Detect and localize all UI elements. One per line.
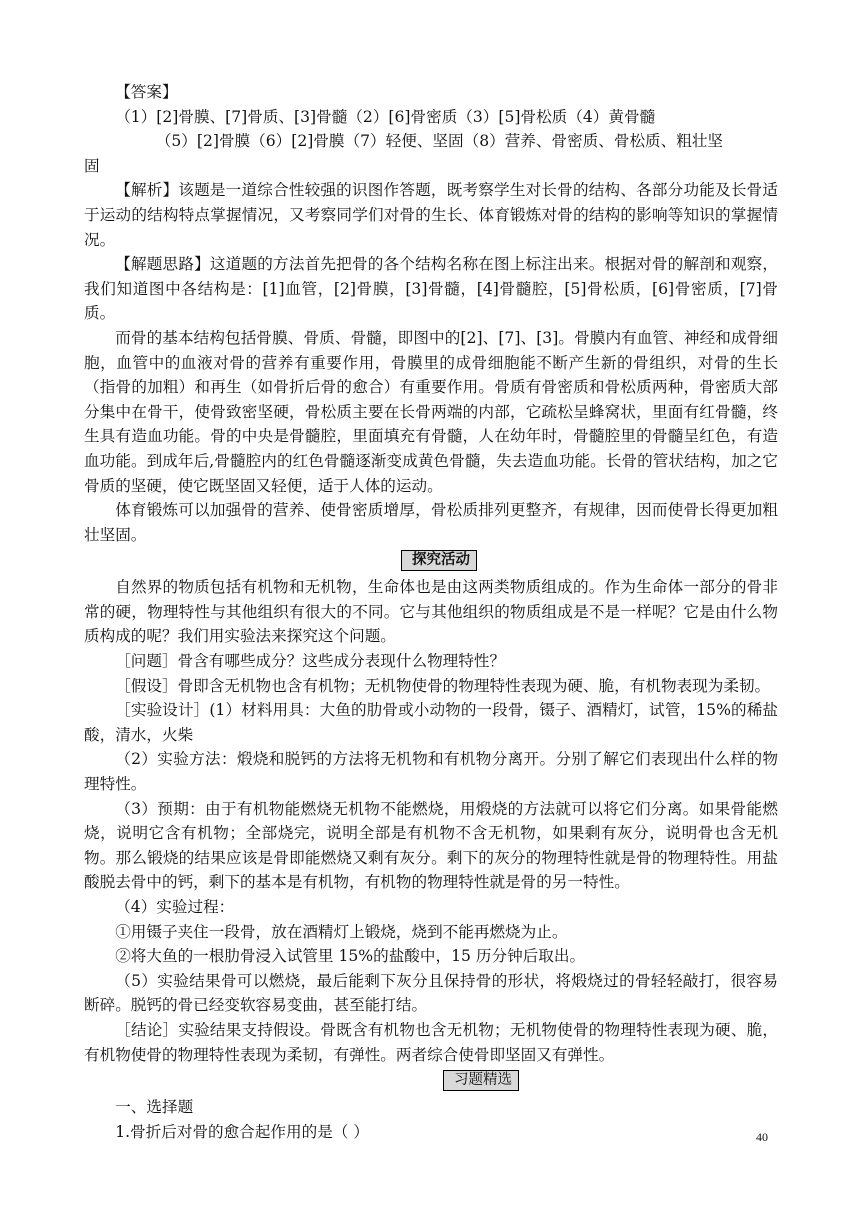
- prediction-paragraph: （3）预期：由于有机物能燃烧无机物不能燃烧，用煅烧的方法就可以将它们分离。如果骨能燃烧，说明它含有机物；全部烧完，说明全部是有机物不含无机物，如果剩有灰分，说明骨也含无机物。那么锻烧的结果应该是骨即能燃烧又剩有灰分。剩下的灰分的物理特性就是骨的物理特性。用盐酸脱去骨中的钙，剩下的基本是有机物，有机物的物理特性就是骨的另一特性。: [84, 799, 778, 892]
- result-paragraph: （5）实验结果骨可以燃烧，最后能剩下灰分且保持骨的形状，将煅烧过的骨轻轻敲打，很容易断碎。脱钙的骨已经变软容易变曲，甚至能打结。: [84, 971, 778, 1015]
- analysis-paragraph: 【解析】该题是一道综合性较强的识图作答题，既考察学生对长骨的结构、各部分功能及长骨适于运动的结构特点掌握情况，又考察同学们对骨的生长、体育锻炼对骨的结构的影响等知识的掌握情况。: [84, 181, 778, 249]
- method-paragraph: （2）实验方法：煅烧和脱钙的方法将无机物和有机物分离开。分别了解它们表现出什么样的物理特性。: [84, 750, 778, 794]
- answer-line-2: （5）[2]骨膜（6）[2]骨膜（7）轻便、坚固（8）营养、骨密质、骨松质、粗壮坚: [155, 132, 724, 151]
- answer-line-3: 固: [84, 156, 100, 175]
- process-step-2: ②将大鱼的一根肋骨浸入试管里 15%的盐酸中，15 历分钟后取出。: [115, 947, 586, 966]
- document-page: [84, 80, 778, 1144]
- structure-paragraph: 而骨的基本结构包括骨膜、骨质、骨髓，即图中的[2]、[7]、[3]。骨膜内有血管、神经和成骨细胞，血管中的血液对骨的营养有重要作用，骨膜里的成骨细胞能不断产生新的骨组织，对骨的生长（指骨的加粗）和再生（如骨折后骨的愈合）有重要作用。骨质有骨密质和骨松质两种，骨密质大部分集中在骨干，使骨致密坚硬，骨松质主要在长骨两端的内部，它疏松呈蜂窝状，里面有红骨髓，终生具有造血功能。骨的中央是骨髓腔，里面填充有骨髓，人在幼年时，骨髓腔里的骨髓呈红色，有造血功能。到成年后,骨髓腔内的红色骨髓逐渐变成黄色骨髓，失去造血功能。长骨的管状结构，加之它骨质的坚硬，使它既坚固又轻便，适于人体的运动。: [84, 328, 778, 495]
- approach-paragraph: 【解题思路】这道题的方法首先把骨的各个结构名称在图上标注出来。根据对骨的解剖和观察，我们知道图中各结构是：[1]血管，[2]骨膜，[3]骨髓，[4]骨髓腔，[5]骨松质，[6]骨密质，[7]骨质。: [84, 255, 778, 323]
- answer-label: 【答案】: [115, 83, 178, 101]
- explore-heading-row: [84, 549, 778, 573]
- process-label: （4）实验过程：: [115, 898, 235, 916]
- hypothesis-paragraph: ［假设］骨即含无机物也含有机物；无机物使骨的物理特性表现为硬、脆，有机物表现为柔韧。: [115, 676, 771, 695]
- explore-intro-paragraph: 自然界的物质包括有机物和无机物，生命体也是由这两类物质组成的。作为生命体一部分的骨非常的硬，物理特性与其他组织有很大的不同。它与其他组织的物质组成是不是一样呢？它是由什么物质构成的呢？我们用实验法来探究这个问题。: [84, 578, 778, 646]
- exercise-paragraph: 体育锻炼可以加强骨的营养、使骨密质增厚，骨松质排列更整齐，有规律，因而使骨长得更加粗壮坚固。: [84, 501, 778, 544]
- design-paragraph: ［实验设计］(1）材料用具：大鱼的肋骨或小动物的一段骨，镊子、酒精灯，试管，15%的稀盐酸，清水，火柴: [84, 701, 778, 744]
- section-heading-exercises: 习题精选: [443, 1070, 519, 1091]
- exercises-heading-row: [84, 1069, 778, 1093]
- conclusion-paragraph: ［结论］实验结果支持假设。骨既含有机物也含无机物；无机物使骨的物理特性表现为硬、脆，有机物使骨的物理特性表现为柔韧，有弹性。两者综合使骨即坚固又有弹性。: [84, 1020, 778, 1064]
- process-step-1: ①用镊子夹住一段骨，放在酒精灯上锻烧，烧到不能再燃烧为止。: [115, 922, 568, 941]
- question-1: 1.骨折后对骨的愈合起作用的是（ ）: [115, 1122, 369, 1141]
- answer-line-1: （1）[2]骨膜、[7]骨质、[3]骨髓（2）[6]骨密质（3）[5]骨松质（4）黄骨髓: [115, 107, 656, 126]
- section-heading-explore: 探究活动: [401, 550, 477, 571]
- question-paragraph: ［问题］骨含有哪些成分？这些成分表现什么物理特性？: [115, 652, 506, 671]
- page-number: 40: [756, 1130, 768, 1144]
- part-heading: 一、选择题: [115, 1098, 194, 1117]
